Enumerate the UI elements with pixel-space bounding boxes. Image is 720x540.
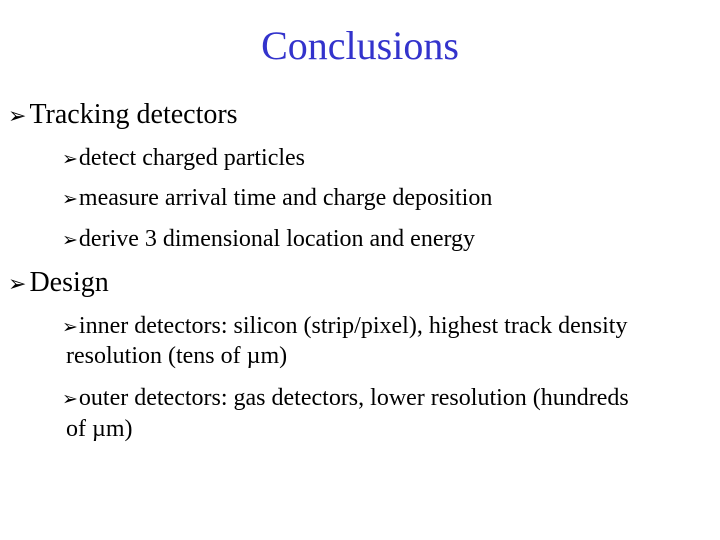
section-heading: Design bbox=[29, 267, 109, 298]
arrow-bullet-icon: ➢ bbox=[62, 316, 78, 338]
arrow-bullet-icon: ➢ bbox=[62, 148, 78, 170]
section-design bbox=[8, 266, 109, 302]
slide-title: Conclusions bbox=[261, 23, 459, 68]
arrow-bullet-icon: ➢ bbox=[8, 272, 27, 297]
list-item-text: detect charged particles bbox=[78, 145, 306, 171]
list-item-continuation: resolution (tens of µm) bbox=[66, 343, 288, 369]
list-item bbox=[62, 143, 305, 174]
list-item-text: measure arrival time and charge deposition bbox=[78, 185, 493, 211]
list-item bbox=[62, 224, 475, 255]
arrow-bullet-icon: ➢ bbox=[8, 104, 27, 129]
list-item-text: outer detectors: gas detectors, lower resolution (hundreds bbox=[78, 385, 629, 411]
arrow-bullet-icon: ➢ bbox=[62, 188, 78, 210]
section-tracking-detectors bbox=[8, 98, 238, 134]
list-item bbox=[62, 383, 629, 414]
arrow-bullet-icon: ➢ bbox=[62, 388, 78, 410]
list-item-text: inner detectors: silicon (strip/pixel), highest track density bbox=[78, 313, 628, 339]
list-item bbox=[62, 183, 492, 214]
list-item-continuation: of µm) bbox=[66, 416, 133, 442]
list-item-text: derive 3 dimensional location and energy bbox=[78, 226, 476, 252]
list-item bbox=[62, 311, 627, 342]
section-heading: Tracking detectors bbox=[29, 99, 238, 130]
arrow-bullet-icon: ➢ bbox=[62, 229, 78, 251]
